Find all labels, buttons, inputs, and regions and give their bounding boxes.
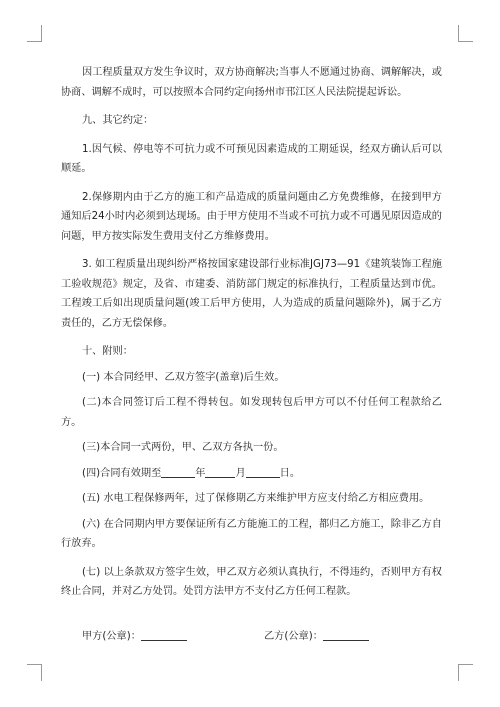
crop-mark-top-right (458, 25, 473, 42)
validity-year-blank[interactable] (161, 466, 195, 478)
paragraph-quality-standard: 3. 如工程质量出现纠纷严格按国家建设部行业标准JGJ73—91《建筑装饰工程施工验收规范》规定，及省、市建委、消防部门规定的标准执行，工程质量达到市优。工程竣工后如出现质量问题(竣工后甲方使用，人为造成的质量问题除外)，属于乙方责任的，乙方无偿保修。 (61, 259, 442, 329)
clause-seven: (七) 以上条款双方签字生效，甲乙双方必须认真执行，不得违约，否则甲方有权终止合同，并对乙方处罚。处罚方法甲方不支付乙方任何工程款。 (61, 566, 442, 597)
validity-month-label: 月 (235, 467, 246, 479)
crop-mark-top-left (27, 25, 42, 42)
clause-six: (六) 在合同期内甲方要保证所有乙方能施工的工程，都归乙方施工，除非乙方自行放弃。 (61, 518, 442, 549)
crop-mark-bottom-right (458, 664, 473, 681)
crop-mark-bottom-left (27, 664, 42, 681)
paragraph-warranty: 2.保修期内由于乙方的施工和产品造成的质量问题由乙方免费维修，在接到甲方通知后24小时内必须到达现场。由于甲方使用不当或不可抗力或不可遇见原因造成的问题，甲方按实际发生费用支付乙方维修费用。 (61, 191, 442, 242)
paragraph-force-majeure: 1.因气候、停电等不可抗力或不可预见因素造成的工期延误，经双方确认后可以顺延。 (61, 143, 442, 174)
party-b-label: 乙方(公章)： (264, 631, 323, 642)
clause-one: (一) 本合同经甲、乙双方签字(盖章)后生效。 (82, 371, 285, 383)
signature-party-a (82, 627, 187, 642)
validity-day-label: 日。 (279, 467, 301, 479)
clause-five: (五) 水电工程保修两年，过了保修期乙方来维护甲方应支付给乙方相应费用。 (82, 493, 430, 504)
validity-day-blank[interactable] (246, 466, 280, 478)
validity-year-label: 年 (195, 467, 206, 479)
paragraph-dispute: 因工程质量双方发生争议时，双方协商解决;当事人不愿通过协商、调解解决，或协商、调解不成时，可以按照本合同约定向扬州市邗江区人民法院提起诉讼。 (61, 67, 442, 98)
clause-three: (三)本合同一式两份，甲、乙双方各执一份。 (82, 442, 284, 453)
section-heading-nine: 九、其它约定： (82, 115, 154, 126)
validity-prefix: (四)合同有效期至 (82, 467, 162, 479)
party-a-signature-blank[interactable] (141, 629, 187, 641)
clause-two: (二)本合同签订后工程不得转包。如发现转包后甲方可以不付任何工程款给乙方。 (61, 397, 442, 428)
party-b-signature-blank[interactable] (323, 629, 369, 641)
section-heading-ten: 十、附则： (82, 346, 133, 357)
party-a-label: 甲方(公章)： (82, 631, 141, 642)
validity-month-blank[interactable] (205, 466, 235, 478)
clause-four (61, 464, 442, 484)
signature-party-b (264, 627, 369, 642)
document-body (61, 63, 442, 602)
